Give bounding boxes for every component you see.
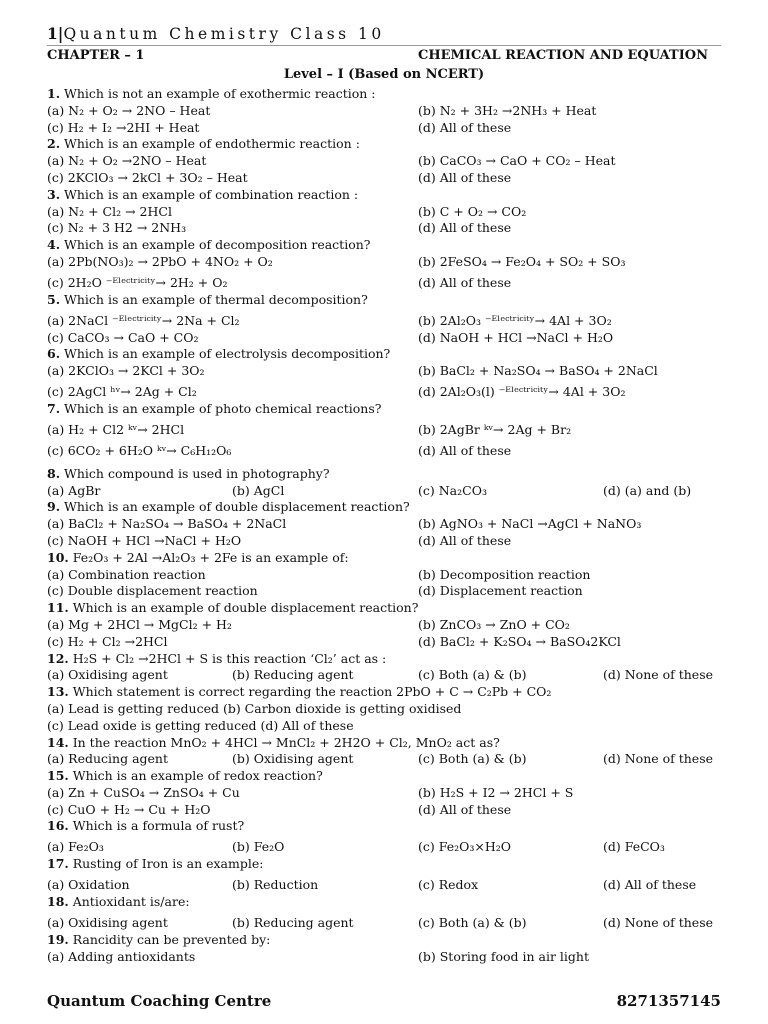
question-text-wrap xyxy=(47,818,244,835)
question-text: Which is an example of double displacement reaction? xyxy=(60,499,410,515)
option-text: (c) 2KClO₃ → 2kCl + 3O₂ – Heat xyxy=(47,169,248,185)
option-text: (b) Reducing agent xyxy=(232,914,354,930)
question-line xyxy=(47,550,727,567)
option-text: (a) Mg + 2HCl → MgCl₂ + H₂ xyxy=(47,616,232,632)
question-number: 17. xyxy=(47,856,69,872)
option-text: (a) N₂ + Cl₂ → 2HCl xyxy=(47,203,172,219)
option-text: (c) NaOH + HCl →NaCl + H₂O xyxy=(47,532,242,548)
option-text: (a) H₂ + Cl2 ᵏᵛ→ 2HCl xyxy=(47,421,185,437)
question-number: 8. xyxy=(47,465,61,481)
question-line xyxy=(47,684,727,701)
question-number: 15. xyxy=(47,768,69,784)
option-text: (c) 2AgCl ʰᵛ→ 2Ag + Cl₂ xyxy=(47,383,197,399)
question-number: 7. xyxy=(47,400,61,416)
question-text-wrap xyxy=(47,600,418,617)
question-text-wrap xyxy=(47,466,330,483)
option-text: (d) None of these xyxy=(603,667,714,683)
option-row xyxy=(47,363,727,380)
option-text: (c) N₂ + 3 H2 → 2NH₃ xyxy=(47,220,187,236)
option-text: (c) Both (a) & (b) xyxy=(418,667,527,683)
question-text: Which is an example of thermal decomposition? xyxy=(60,291,368,307)
option-text: (d) All of these xyxy=(418,801,512,817)
question-number: 11. xyxy=(47,600,69,616)
option-text: (b) ZnCO₃ → ZnO + CO₂ xyxy=(418,616,570,632)
question-text: Which is an example of endothermic reaction : xyxy=(60,136,360,152)
option-text: (d) All of these xyxy=(418,532,512,548)
question-number: 5. xyxy=(47,291,61,307)
option-text: (d) (a) and (b) xyxy=(603,482,692,498)
option-row xyxy=(47,204,727,221)
option-text: (c) 2H₂O ⁻ᴱˡᵉᶜᵗʳⁱᶜⁱᵗʸ→ 2H₂ + O₂ xyxy=(47,274,228,290)
question-number: 16. xyxy=(47,818,69,834)
question-line xyxy=(47,346,727,363)
option-row xyxy=(47,911,727,932)
question-number: 6. xyxy=(47,346,61,362)
option-text: (a) N₂ + O₂ → 2NO – Heat xyxy=(47,102,211,118)
question-text: Which is an example of combination reaction : xyxy=(60,186,359,202)
option-text: (b) Fe₂O xyxy=(232,839,285,855)
option-row xyxy=(47,634,727,651)
question-line xyxy=(47,735,727,752)
question-text: Rusting of Iron is an example: xyxy=(68,856,264,872)
option-row xyxy=(47,567,727,584)
question-text: Which is not an example of exothermic reaction : xyxy=(60,86,376,101)
option-text: (c) Redox xyxy=(418,877,479,893)
question-text: Which is an example of double displacement reaction? xyxy=(68,600,419,616)
option-text: (b) AgCl xyxy=(232,482,285,498)
option-row xyxy=(47,718,727,735)
question-number: 10. xyxy=(47,549,69,565)
page-header-title: 1|Quantum Chemistry Class 10 xyxy=(47,24,385,43)
option-text: (a) Combination reaction xyxy=(47,566,206,582)
question-line xyxy=(47,292,727,309)
question-text: In the reaction MnO₂ + 4HCl → MnCl₂ + 2H2O + Cl₂, MnO₂ act as? xyxy=(68,734,500,750)
question-number: 4. xyxy=(47,237,61,253)
question-number: 19. xyxy=(47,931,69,947)
question-text-wrap xyxy=(47,735,500,752)
question-text-wrap xyxy=(47,292,368,309)
option-text: (a) Lead is getting reduced (b) Carbon dioxide is getting oxidised xyxy=(47,700,462,716)
option-text: (c) Fe₂O₃×H₂O xyxy=(418,839,512,855)
option-text: (a) Oxidation xyxy=(47,877,130,893)
question-text-wrap xyxy=(47,346,390,363)
question-number: 3. xyxy=(47,186,61,202)
option-text: (d) BaCl₂ + K₂SO₄ → BaSO₄2KCl xyxy=(418,633,621,649)
option-row xyxy=(47,516,727,533)
question-text: Which compound is used in photography? xyxy=(60,465,330,481)
option-text: (c) Double displacement reaction xyxy=(47,583,258,599)
option-row xyxy=(47,835,727,856)
option-text: (a) N₂ + O₂ →2NO – Heat xyxy=(47,153,207,169)
question-line xyxy=(47,86,727,103)
question-number: 1. xyxy=(47,86,61,101)
question-number: 14. xyxy=(47,734,69,750)
option-row xyxy=(47,617,727,634)
option-row xyxy=(47,751,727,768)
chapter-label: CHAPTER – 1 xyxy=(47,48,145,63)
question-text-wrap xyxy=(47,550,349,567)
question-text-wrap xyxy=(47,499,410,516)
option-text: (a) Adding antioxidants xyxy=(47,948,196,964)
question-line xyxy=(47,894,727,911)
option-row xyxy=(47,583,727,600)
option-row xyxy=(47,483,727,500)
question-text: Which is a formula of rust? xyxy=(68,818,245,834)
question-line xyxy=(47,600,727,617)
question-text: Which is an example of decomposition reaction? xyxy=(60,237,371,253)
option-text: (b) 2AgBr ᵏᵛ→ 2Ag + Br₂ xyxy=(418,421,572,437)
question-line xyxy=(47,466,727,483)
question-line xyxy=(47,856,727,873)
question-text-wrap xyxy=(47,768,323,785)
option-text: (c) CuO + H₂ → Cu + H₂O xyxy=(47,801,211,817)
question-number: 13. xyxy=(47,684,69,700)
question-line xyxy=(47,499,727,516)
option-text: (d) None of these xyxy=(603,914,714,930)
option-text: (d) All of these xyxy=(418,442,512,458)
option-text: (d) None of these xyxy=(603,751,714,767)
question-number: 2. xyxy=(47,136,61,152)
question-line xyxy=(47,401,727,418)
option-text: (c) Both (a) & (b) xyxy=(418,751,527,767)
option-text: (b) H₂S + I2 → 2HCl + S xyxy=(418,784,574,800)
option-row xyxy=(47,380,727,401)
question-number: 18. xyxy=(47,894,69,910)
footer-institute: Quantum Coaching Centre xyxy=(47,992,272,1010)
option-text: (b) Storing food in air light xyxy=(418,948,589,964)
option-row xyxy=(47,785,727,802)
option-row xyxy=(47,418,727,439)
header-divider xyxy=(47,45,721,46)
question-text: Which statement is correct regarding the reaction 2PbO + C → C₂Pb + CO₂ xyxy=(68,684,552,700)
option-text: (a) BaCl₂ + Na₂SO₄ → BaSO₄ + 2NaCl xyxy=(47,516,287,532)
question-text-wrap xyxy=(47,187,358,204)
option-row xyxy=(47,309,727,330)
option-row xyxy=(47,949,727,966)
question-text: H₂S + Cl₂ →2HCl + S is this reaction ‘Cl₂’ act as : xyxy=(68,650,387,666)
option-text: (a) Oxidising agent xyxy=(47,914,168,930)
question-list xyxy=(47,86,727,965)
question-line xyxy=(47,237,727,254)
header-title-text: Quantum Chemistry Class 10 xyxy=(63,25,385,43)
question-text-wrap xyxy=(47,932,270,949)
question-text: Which is an example of redox reaction? xyxy=(68,768,323,784)
option-text: (b) C + O₂ → CO₂ xyxy=(418,203,527,219)
option-text: (a) 2NaCl ⁻ᴱˡᵉᶜᵗʳⁱᶜⁱᵗʸ→ 2Na + Cl₂ xyxy=(47,312,240,328)
option-row xyxy=(47,439,727,460)
option-row xyxy=(47,533,727,550)
option-text: (a) AgBr xyxy=(47,482,101,498)
option-text: (b) Reduction xyxy=(232,877,319,893)
option-text: (b) 2Al₂O₃ ⁻ᴱˡᵉᶜᵗʳⁱᶜⁱᵗʸ→ 4Al + 3O₂ xyxy=(418,312,612,328)
question-text: Rancidity can be prevented by: xyxy=(68,931,271,947)
option-row xyxy=(47,254,727,271)
option-text: (d) All of these xyxy=(418,169,512,185)
option-text: (d) Displacement reaction xyxy=(418,583,583,599)
option-text: (c) H₂ + I₂ →2HI + Heat xyxy=(47,119,200,135)
question-text-wrap xyxy=(47,684,551,701)
option-text: (a) Zn + CuSO₄ → ZnSO₄ + Cu xyxy=(47,784,240,800)
option-row xyxy=(47,103,727,120)
option-text: (d) All of these xyxy=(418,274,512,290)
option-row xyxy=(47,220,727,237)
question-number: 9. xyxy=(47,499,61,515)
question-text: Fe₂O₃ + 2Al →Al₂O₃ + 2Fe is an example of: xyxy=(68,549,349,565)
question-text: Which is an example of photo chemical reactions? xyxy=(60,400,382,416)
question-line xyxy=(47,818,727,835)
question-text-wrap xyxy=(47,136,360,153)
option-row xyxy=(47,873,727,894)
option-row xyxy=(47,170,727,187)
question-text: Antioxidant is/are: xyxy=(68,894,190,910)
question-text-wrap xyxy=(47,237,370,254)
option-text: (b) AgNO₃ + NaCl →AgCl + NaNO₃ xyxy=(418,516,642,532)
option-text: (a) 2KClO₃ → 2KCl + 3O₂ xyxy=(47,363,205,379)
option-text: (b) CaCO₃ → CaO + CO₂ – Heat xyxy=(418,153,616,169)
option-text: (c) Lead oxide is getting reduced (d) All of these xyxy=(47,717,354,733)
option-text: (b) 2FeSO₄ → Fe₂O₄ + SO₂ + SO₃ xyxy=(418,253,626,269)
option-text: (d) All of these xyxy=(603,877,697,893)
question-line xyxy=(47,187,727,204)
option-text: (d) FeCO₃ xyxy=(603,839,665,855)
option-row xyxy=(47,701,727,718)
option-text: (d) All of these xyxy=(418,119,512,135)
option-text: (a) Oxidising agent xyxy=(47,667,168,683)
option-row xyxy=(47,802,727,819)
question-number: 12. xyxy=(47,650,69,666)
option-text: (a) Reducing agent xyxy=(47,751,168,767)
question-text-wrap xyxy=(47,86,376,103)
page-number: 1 xyxy=(47,24,58,43)
option-row xyxy=(47,330,727,347)
option-text: (c) CaCO₃ → CaO + CO₂ xyxy=(47,329,199,345)
option-text: (d) All of these xyxy=(418,220,512,236)
option-row xyxy=(47,667,727,684)
option-text: (c) H₂ + Cl₂ →2HCl xyxy=(47,633,168,649)
option-text: (a) Fe₂O₃ xyxy=(47,839,104,855)
option-text: (b) BaCl₂ + Na₂SO₄ → BaSO₄ + 2NaCl xyxy=(418,363,658,379)
question-line xyxy=(47,136,727,153)
option-text: (b) N₂ + 3H₂ →2NH₃ + Heat xyxy=(418,102,597,118)
option-text: (d) NaOH + HCl →NaCl + H₂O xyxy=(418,329,614,345)
level-heading: Level – I (Based on NCERT) xyxy=(283,67,485,82)
footer-phone: 8271357145 xyxy=(616,992,721,1010)
option-text: (c) Na₂CO₃ xyxy=(418,482,487,498)
option-text: (c) 6CO₂ + 6H₂O ᵏᵛ→ C₆H₁₂O₆ xyxy=(47,442,232,458)
question-text-wrap xyxy=(47,856,263,873)
question-line xyxy=(47,651,727,668)
option-text: (b) Oxidising agent xyxy=(232,751,354,767)
option-row xyxy=(47,271,727,292)
option-text: (c) Both (a) & (b) xyxy=(418,914,527,930)
option-row xyxy=(47,153,727,170)
chapter-title: CHEMICAL REACTION AND EQUATION xyxy=(418,48,709,63)
question-text-wrap xyxy=(47,894,190,911)
question-text: Which is an example of electrolysis decomposition? xyxy=(60,346,391,362)
option-row xyxy=(47,120,727,137)
question-line xyxy=(47,768,727,785)
option-text: (b) Reducing agent xyxy=(232,667,354,683)
question-line xyxy=(47,932,727,949)
question-text-wrap xyxy=(47,651,386,668)
option-text: (b) Decomposition reaction xyxy=(418,566,591,582)
option-text: (d) 2Al₂O₃(l) ⁻ᴱˡᵉᶜᵗʳⁱᶜⁱᵗʸ→ 4Al + 3O₂ xyxy=(418,383,626,399)
option-text: (a) 2Pb(NO₃)₂ → 2PbO + 4NO₂ + O₂ xyxy=(47,253,273,269)
question-text-wrap xyxy=(47,401,381,418)
